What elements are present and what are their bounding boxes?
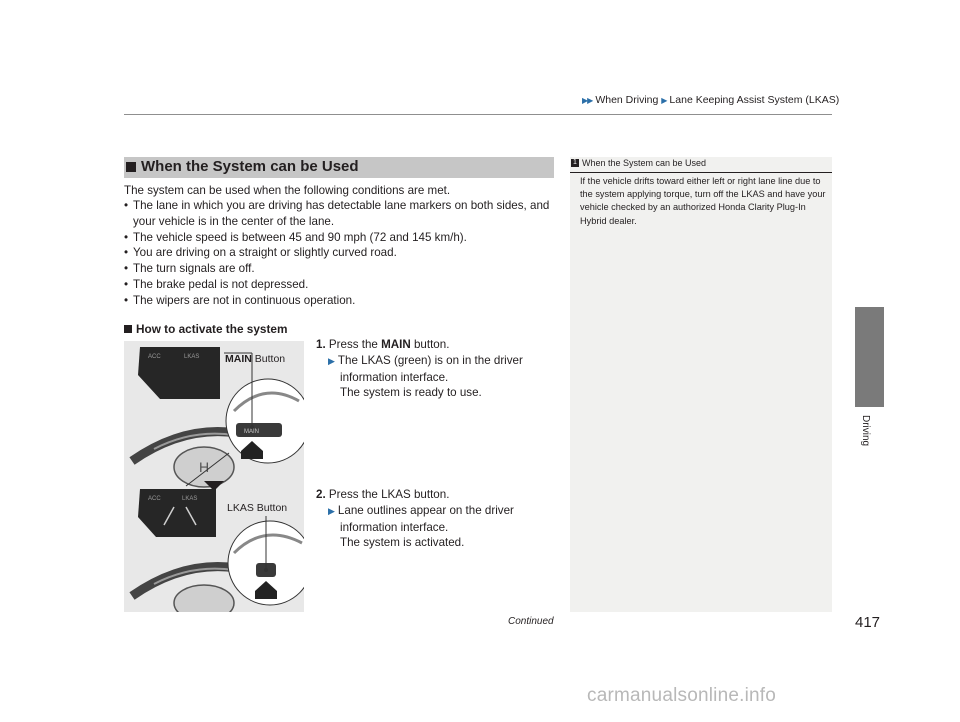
subsection-heading xyxy=(124,322,287,336)
illustration-svg xyxy=(124,341,304,612)
breadcrumb-arrow-icon: ▶ xyxy=(582,96,589,105)
section-title: When the System can be Used xyxy=(141,158,359,175)
finger-press-base xyxy=(255,591,277,599)
section-heading xyxy=(124,157,554,178)
lkas-button-label: LKAS Button xyxy=(227,502,288,514)
zoom-circle-1 xyxy=(226,379,304,463)
step-1 xyxy=(316,337,566,401)
step-result: The system is ready to use. xyxy=(340,386,482,400)
callout-dot-2 xyxy=(264,568,268,572)
list-item: • The vehicle speed is between 45 and 90 mph (72 and 145 km/h). xyxy=(124,230,564,246)
list-item: • The wipers are not in continuous operation. xyxy=(124,293,564,309)
result-arrow-icon: ▶ xyxy=(328,355,335,366)
steering-hub-2 xyxy=(174,585,234,612)
list-item: • The lane in which you are driving has detectable lane markers on both sides, and your vehicle is in the center of the lane. xyxy=(124,198,564,230)
list-item: • You are driving on a straight or slightly curved road. xyxy=(124,245,564,261)
step-result: information interface. xyxy=(340,370,449,384)
display-lkas-label-2: LKAS xyxy=(182,496,198,502)
page-number: 417 xyxy=(855,614,881,631)
step-text: Press the LKAS button. xyxy=(328,488,450,501)
step-result: information interface. xyxy=(340,520,449,534)
step-text: Press the xyxy=(328,338,382,351)
step-result: The system is activated. xyxy=(340,536,465,550)
list-item: • The turn signals are off. xyxy=(124,261,564,277)
breadcrumb-arrow-icon: ▶ xyxy=(661,96,668,105)
continued-label: Continued xyxy=(508,616,554,627)
main-button-label xyxy=(225,353,285,365)
display-acc-label-2: ACC xyxy=(148,496,161,502)
breadcrumb xyxy=(582,94,839,106)
step-text: button. xyxy=(410,338,450,351)
conditions-list xyxy=(124,198,564,309)
breadcrumb-arrow-icon: ▶ xyxy=(587,96,594,105)
step-number: 2. xyxy=(316,488,326,501)
result-arrow-icon: ▶ xyxy=(328,505,335,516)
breadcrumb-item-lkas[interactable]: Lane Keeping Assist System (LKAS) xyxy=(669,94,840,106)
main-button-text: MAIN xyxy=(244,429,259,435)
subsection-title: How to activate the system xyxy=(136,322,288,336)
step-bold-text: MAIN xyxy=(381,338,411,351)
display-acc-label-1: ACC xyxy=(148,354,161,360)
section-intro: The system can be used when the following conditions are met. xyxy=(124,184,451,197)
main-button-label-rest: Button xyxy=(251,353,286,365)
chapter-tab[interactable] xyxy=(855,307,884,407)
main-button-graphic xyxy=(236,423,282,437)
honda-logo-icon: H xyxy=(198,459,210,475)
finger-press-base xyxy=(241,451,263,459)
watermark: carmanualsonline.info xyxy=(587,685,777,706)
callout-dot-1 xyxy=(250,425,254,429)
steering-wheel-illustration xyxy=(124,341,304,612)
display-lkas-label-1: LKAS xyxy=(184,354,200,360)
step-2 xyxy=(316,487,566,551)
breadcrumb-item-when-driving[interactable]: When Driving xyxy=(595,94,659,106)
step-number: 1. xyxy=(316,338,326,351)
note-heading xyxy=(570,157,832,173)
step-result: The LKAS (green) is on in the driver xyxy=(337,353,523,367)
section-square-icon xyxy=(126,162,136,172)
main-button-label-bold: MAIN xyxy=(225,353,252,365)
step-result: Lane outlines appear on the driver xyxy=(337,503,514,517)
note-heading-text[interactable]: When the System can be Used xyxy=(582,158,707,168)
subsection-square-icon xyxy=(124,325,132,333)
chapter-tab-label: Driving xyxy=(860,415,871,447)
list-item: • The brake pedal is not depressed. xyxy=(124,277,564,293)
note-body: If the vehicle drifts toward either left or right lane line due to the system applying torque, turn off the LKAS and have your vehicle checked by an authorized Honda Clarity Plug-In Hybrid dealer. xyxy=(580,176,826,226)
header-rule xyxy=(124,114,832,115)
note-reference-icon: 1 xyxy=(571,159,579,167)
